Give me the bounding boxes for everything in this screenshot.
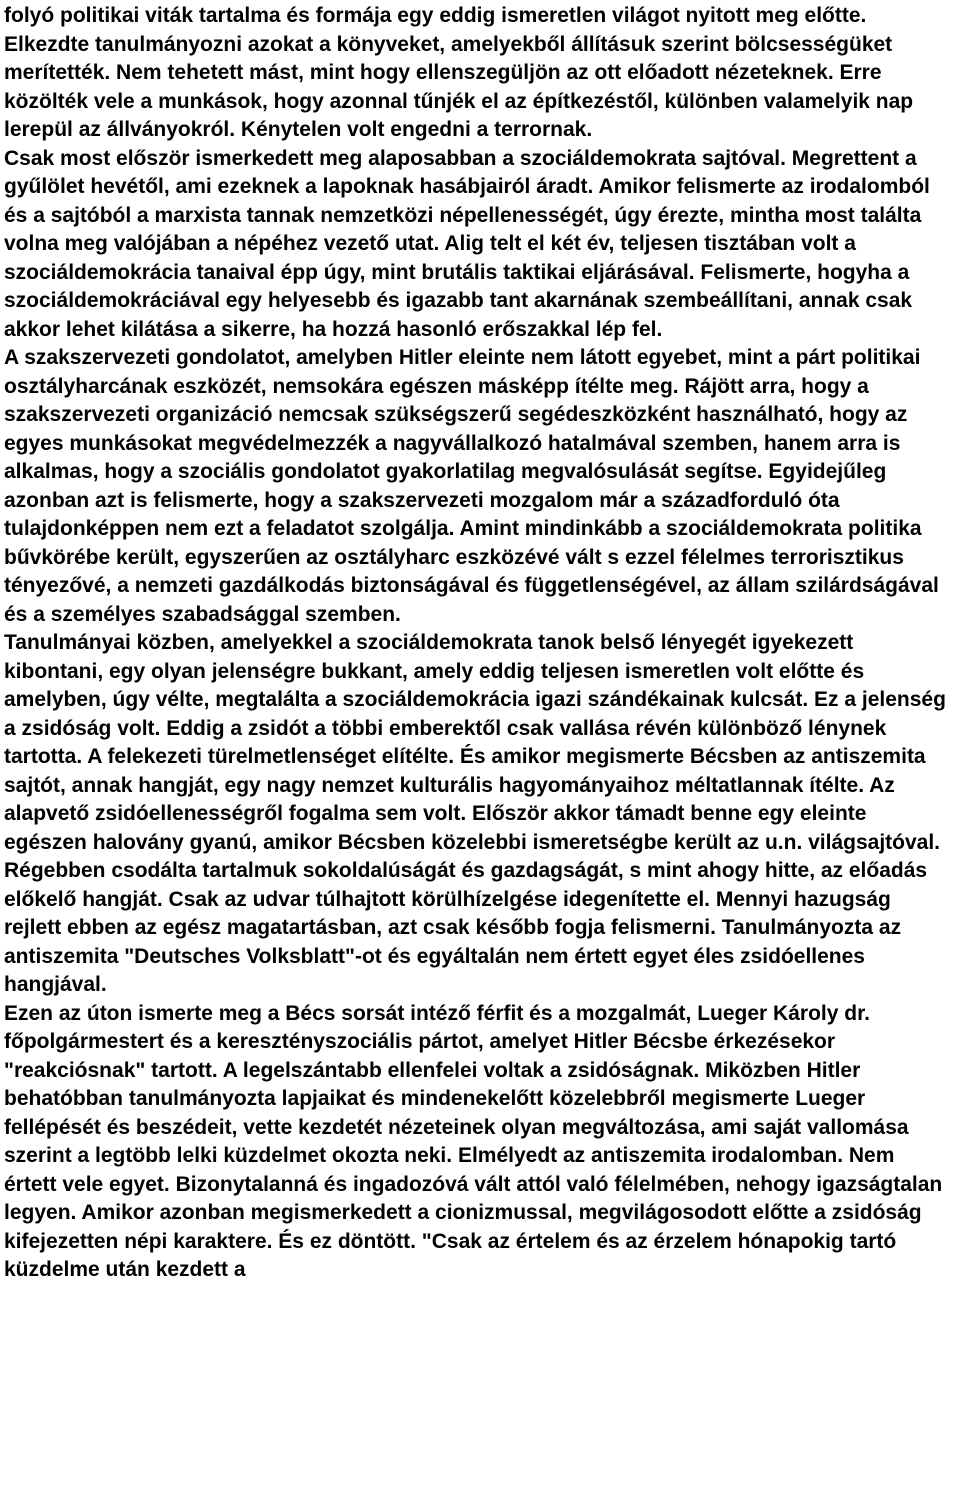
paragraph-5: Ezen az úton ismerte meg a Bécs sorsát intéző férfit és a mozgalmát, Lueger Károly dr. főpolgármestert és a keresztényszociális pártot, amelyet Hitler Bécsbe érkezésekor "reakciósnak" tartott. A legelszántabb ellenfelei voltak a zsidóságnak. Miközben Hitler behatóbban tanulmányozta lapjaikat és mindenekelőtt közelebbről megismerte Lueger fellépését és beszédeit, vette kezdetét nézeteinek olyan megváltozása, ami saját vallomása szerint a legtöbb lelki küzdelmet okozta neki. Elmélyedt az antiszemita irodalomban. Nem értett vele egyet. Bizonytalanná és ingadozóvá vált attól való félelmében, nehogy igazságtalan legyen. Amikor azonban megismerkedett a cionizmussal, megvilágosodott előtte a zsidóság kifejezetten népi karaktere. És ez döntött. "Csak az értelem és az érzelem hónapokig tartó küzdelme után kezdett a [4, 1001, 943, 1281]
paragraph-4: Tanulmányai közben, amelyekkel a szociáldemokrata tanok belső lényegét igyekezett kibontani, egy olyan jelenségre bukkant, amely eddig teljesen ismeretlen volt előtte és amelyben, úgy vélte, megtalálta a szociáldemokrácia igazi szándékainak kulcsát. Ez a jelenség a zsidóság volt. Eddig a zsidót a többi emberektől csak vallása révén különböző lénynek tartotta. A felekezeti türelmetlenséget elítélte. És amikor megismerte Bécsben az antiszemita sajtót, annak hangját, egy nagy nemzet kulturális hagyományaihoz méltatlannak ítélte. Az alapvető zsidóellenességről fogalma sem volt. Először akkor támadt benne egy eleinte egészen halovány gyanú, amikor Bécsben közelebbi ismeretségbe került az u.n. világsajtóval. Régebben csodálta tartalmuk sokoldalúságát és gazdagságát, s mint ahogy hitte, az előadás előkelő hangját. Csak az udvar túlhajtott körülhízelgése idegenítette el. Mennyi hazugság rejlett ebben az egész magatartásban, azt csak később fogja felismerni. Tanulmányozta az antiszemita "Deutsches Volksblatt"-ot és egyáltalán nem értett egyet éles zsidóellenes hangjával. [4, 631, 946, 996]
paragraph-3: A szakszervezeti gondolatot, amelyben Hitler eleinte nem látott egyebet, mint a párt politikai osztályharcának eszközét, nemsokára egészen másképp ítélte meg. Rájött arra, hogy a szakszervezeti organizáció nemcsak szükségszerű segédeszközként használható, hogy az egyes munkásokat megvédelmezzék a nagyvállalkozó hatalmával szemben, hanem arra is alkalmas, hogy a szociális gondolatot gyakorlatilag megvalósulását segítse. Egyidejűleg azonban azt is felismerte, hogy a szakszervezeti mozgalom már a századforduló óta tulajdonképpen nem ezt a feladatot szolgálja. Amint mindinkább a szociáldemokrata politika bűvkörébe került, egyszerűen az osztályharc eszközévé vált s ezzel félelmes terrorisztikus tényezővé, a nemzeti gazdálkodás biztonságával és függetlenségével, az állam szilárdságával és a személyes szabadsággal szemben. [4, 346, 939, 626]
paragraph-2: Csak most először ismerkedett meg alaposabban a szociáldemokrata sajtóval. Megrettent a gyűlölet hevétől, ami ezeknek a lapoknak hasábjairól áradt. Amikor felismerte az irodalomból és a sajtóból a marxista tannak nemzetközi népellenességét, úgy érezte, mintha most találta volna meg valójában a népéhez vezető utat. Alig telt el két év, teljesen tisztában volt a szociáldemokrácia tanaival épp úgy, mint brutális taktikai eljárásával. Felismerte, hogyha a szociáldemokráciával egy helyesebb és igazabb tant akarnának szembeállítani, annak csak akkor lehet kilátása a sikerre, ha hozzá hasonló erőszakkal lép fel. [4, 146, 930, 341]
paragraph-1: folyó politikai viták tartalma és formája egy eddig ismeretlen világot nyitott meg előtte. Elkezdte tanulmányozni azokat a könyveket, amelyekből állításuk szerint bölcsességüket merítették. Nem tehetett mást, mint hogy ellenszegüljön az ott előadott nézeteknek. Erre közölték vele a munkások, hogy azonnal tűnjék el az építkezéstől, különben valamelyik nap lerepül az állványokról. Kénytelen volt engedni a terrornak. [4, 4, 914, 141]
